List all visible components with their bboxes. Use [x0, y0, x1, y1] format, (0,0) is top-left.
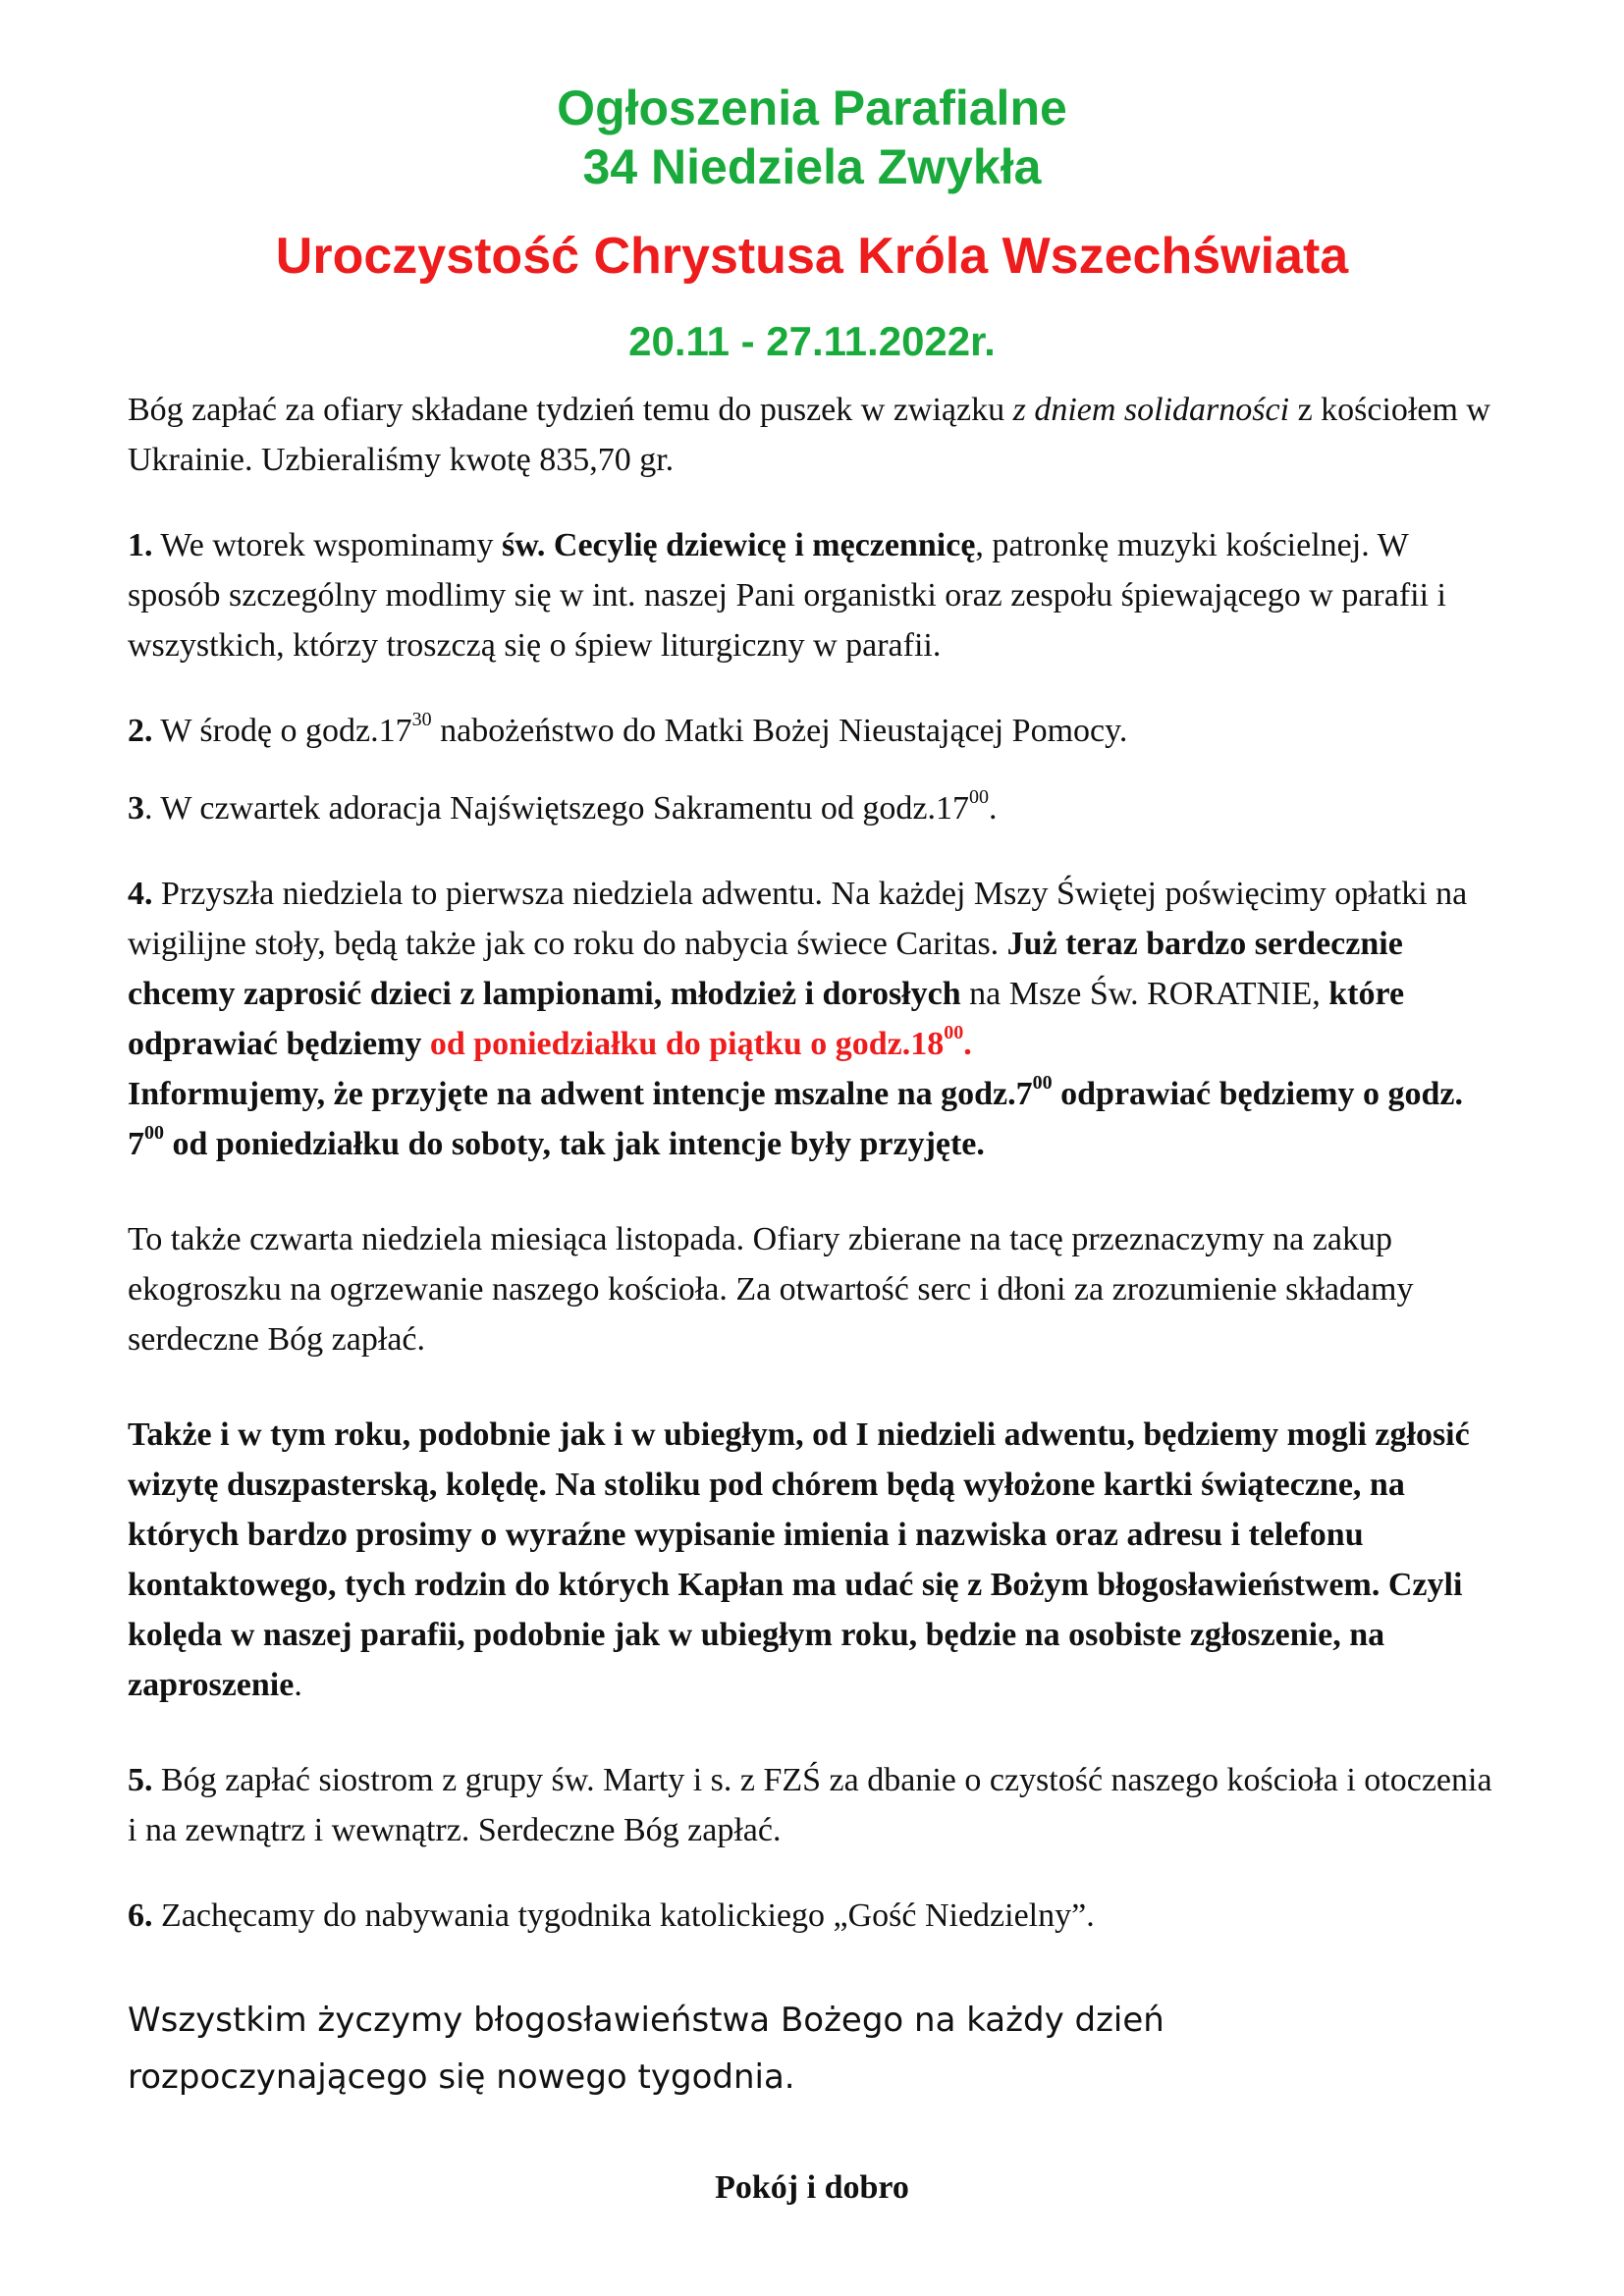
closing-greeting: Pokój i dobro [715, 2169, 909, 2206]
page-subtitle: 34 Niedziela Zwykła [582, 139, 1042, 194]
announcement-item-5: 5. Bóg zapłać siostrom z grupy św. Marty i s. z FZŚ za dbanie o czystość naszego kościoła i otoczenia i na zewnątrz i wewnątrz. Serdeczne Bóg zapłać. [128, 1762, 1492, 1848]
page-title: Ogłoszenia Parafialne [557, 80, 1067, 135]
roraty-time: od poniedziałku do piątku o $godz.18^{00}$. [429, 1021, 972, 1062]
announcement-item-2: 2. W środę o $godz.17^{30}$ nabożeństwo do Matki Bożej Nieustającej Pomocy. [128, 708, 1128, 749]
item-number: 1. [128, 527, 153, 563]
item-number: 4. [128, 876, 153, 912]
announcement-item-3: 3. W czwartek adoracja Najświętszego Sakramentu od $godz.17^{00}$. [128, 785, 998, 827]
announcement-item-6: 6. Zachęcamy do nabywania tygodnika katolickiego „Gość Niedzielny”. [128, 1897, 1095, 1934]
feast-title: Uroczystość Chrystusa Króla Wszechświata [275, 228, 1349, 285]
item-number: 3 [128, 790, 144, 827]
date-range: 20.11 - 27.11.2022r. [628, 318, 996, 364]
advent-intentions-note: Informujemy, że przyjęte na adwent intencje mszalne na $godz.7^{00}$ odprawiać będziemy o godz. $7^{00}$ od poniedziałku do soboty, tak jak intencje były przyjęte. [128, 1071, 1463, 1162]
intro-paragraph: Bóg zapłać za ofiary składane tydzień temu do puszek w związku z dniem solidarności z kościołem w Ukrainie. Uzbieraliśmy kwotę 835,70 gr. [128, 392, 1490, 478]
item-number: 5. [128, 1762, 153, 1798]
item-number: 6. [128, 1897, 153, 1934]
koleda-paragraph: Także i w tym roku, podobnie jak i w ubiegłym, od I niedzieli adwentu, będziemy mogli zgłosić wizytę duszpasterską, kolędę. Na stoliku pod chórem będą wyłożone kartki świąteczne, na których bardzo prosimy o wyraźne wypisanie imienia i nazwiska oraz adresu i telefonu kontaktowego, tych rodzin do których Kapłan ma udać się z Bożym błogosławieństwem. Czyli kolęda w naszej parafii, podobnie jak w ubiegłym roku, będzie na osobiste zgłoszenie, na zaproszenie. [128, 1416, 1470, 1703]
announcement-item-4: 4. Przyszła niedziela to pierwsza niedziela adwentu. Na każdej Mszy Świętej poświęcimy opłatki na wigilijne stoły, będą także jak co roku do nabycia świece Caritas. Już teraz bardzo serdecznie chcemy zaprosić dzieci z lampionami, młodzież i dorosłych na Msze Św. RORATNIE, które odprawiać będziemy od poniedziałku do piątku o $godz.18^{00}$. Informujemy, że przyjęte na adwent intencje mszalne na $godz.7^{00}$ odprawiać będziemy o godz. $7^{00}$ od poniedziałku do soboty, tak jak intencje były przyjęte. [128, 876, 1468, 1162]
item-number: 2. [128, 713, 153, 749]
november-collection-paragraph: To także czwarta niedziela miesiąca listopada. Ofiary zbierane na tacę przeznaczymy na zakup ekogroszku na ogrzewanie naszego kościoła. Za otwartość serc i dłoni za zrozumienie składamy serdeczne Bóg zapłać. [128, 1221, 1414, 1358]
announcement-item-1: 1. We wtorek wspominamy św. Cecylię dziewicę i męczennicę, patronkę muzyki kościelnej. W sposób szczególny modlimy się w int. naszej Pani organistki oraz zespołu śpiewającego w parafii i wszystkich, którzy troszczą się o śpiew liturgiczny w parafii. [128, 527, 1446, 664]
wishes-text: Wszystkim życzymy błogosławieństwa Bożego na każdy dzień rozpoczynającego się nowego tygodnia. [128, 2001, 1164, 2097]
